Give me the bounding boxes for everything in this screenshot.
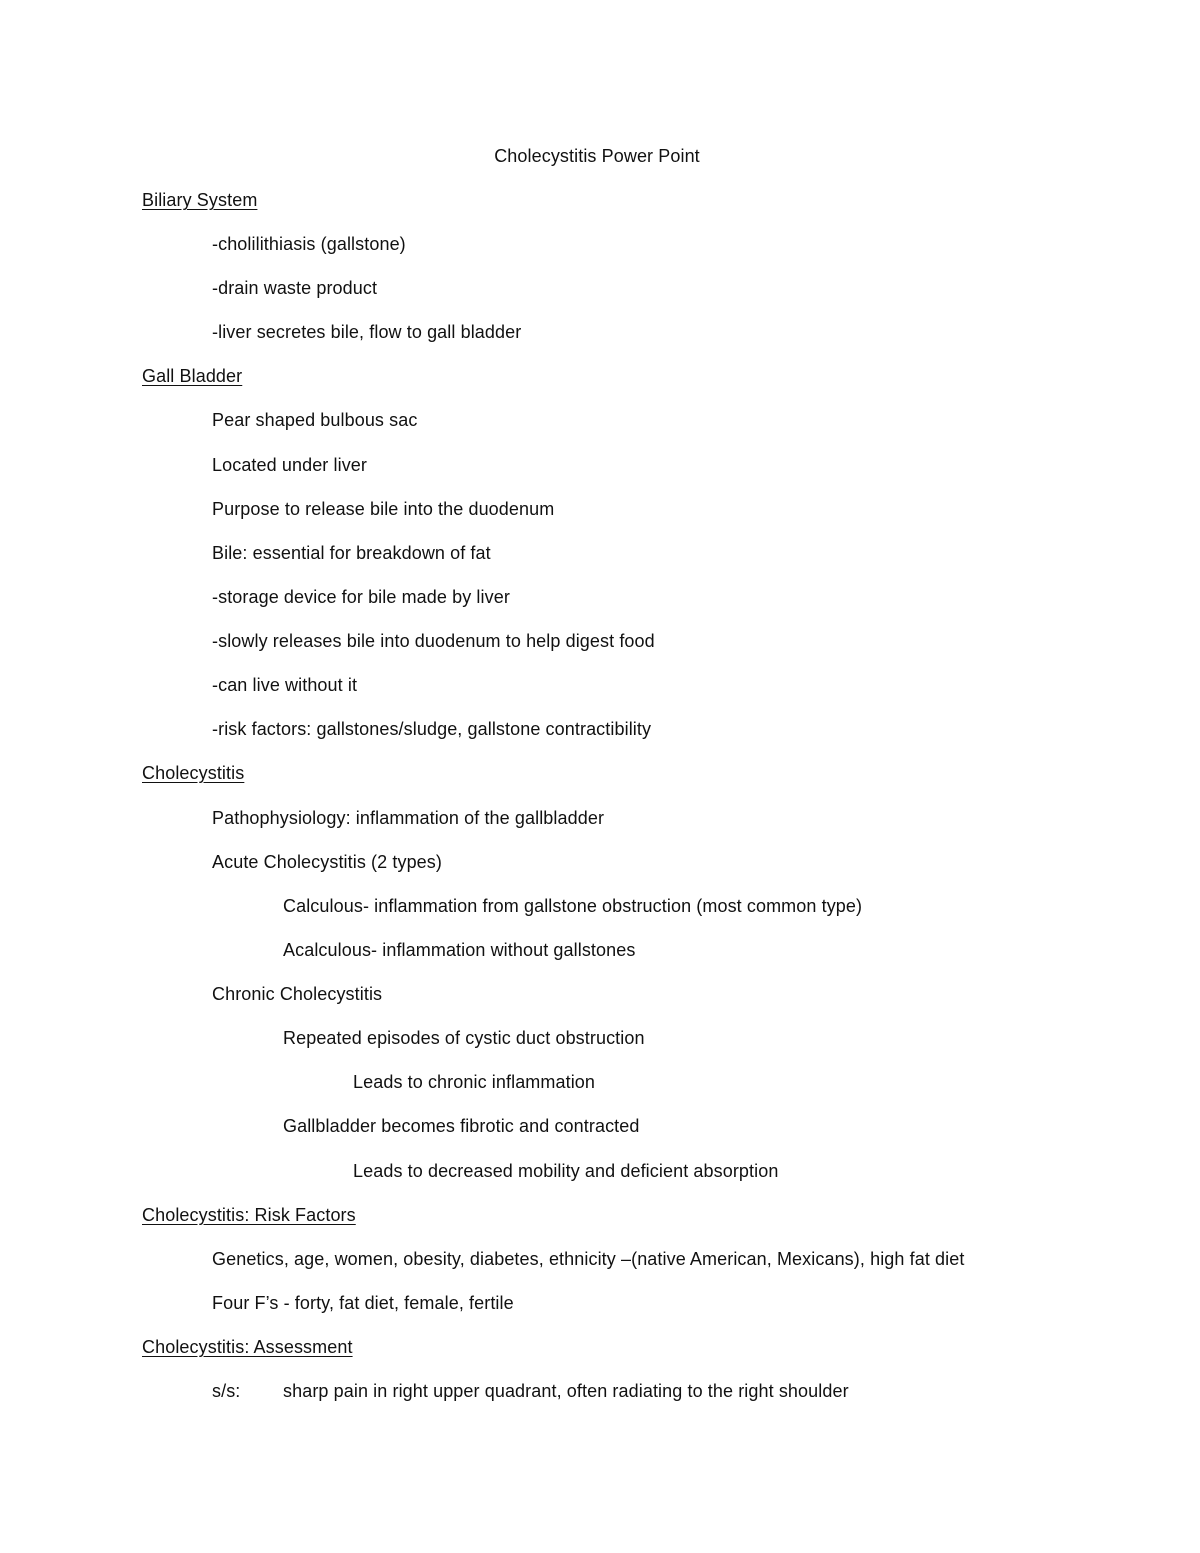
section-heading-gall-bladder: Gall Bladder: [142, 366, 243, 386]
list-item: -can live without it: [212, 675, 358, 695]
chronic-inflammation-text: Leads to chronic inflammation: [353, 1072, 596, 1092]
decreased-mobility-text: Leads to decreased mobility and deficient absorption: [353, 1161, 779, 1181]
list-item: -slowly releases bile into duodenum to help digest food: [212, 631, 655, 651]
list-item: -storage device for bile made by liver: [212, 587, 510, 607]
list-item: -risk factors: gallstones/sludge, gallstone contractibility: [212, 719, 652, 739]
acalculous-text: Acalculous- inflammation without gallstones: [283, 940, 636, 960]
section-heading-risk-factors: Cholecystitis: Risk Factors: [142, 1205, 356, 1225]
repeated-episodes-text: Repeated episodes of cystic duct obstruction: [283, 1028, 645, 1048]
pathophysiology-text: Pathophysiology: inflammation of the gallbladder: [212, 808, 605, 828]
list-item: Pear shaped bulbous sac: [212, 410, 418, 430]
chronic-cholecystitis-text: Chronic Cholecystitis: [212, 984, 383, 1004]
calculous-text: Calculous- inflammation from gallstone obstruction (most common type): [283, 896, 863, 916]
document-title: Cholecystitis Power Point: [494, 146, 700, 166]
list-item: -drain waste product: [212, 278, 378, 298]
section-heading-assessment: Cholecystitis: Assessment: [142, 1337, 353, 1357]
acute-cholecystitis-text: Acute Cholecystitis (2 types): [212, 852, 442, 872]
list-item: Bile: essential for breakdown of fat: [212, 543, 491, 563]
list-item: -cholilithiasis (gallstone): [212, 234, 406, 254]
signs-symptoms-text: sharp pain in right upper quadrant, often radiating to the right shoulder: [283, 1381, 849, 1401]
four-fs-text: Four F’s - forty, fat diet, female, fertile: [212, 1293, 514, 1313]
risk-factors-text: Genetics, age, women, obesity, diabetes, ethnicity –(native American, Mexicans), high fat diet: [212, 1249, 965, 1269]
list-item: Located under liver: [212, 455, 367, 475]
list-item: -liver secretes bile, flow to gall bladder: [212, 322, 522, 342]
section-heading-biliary-system: Biliary System: [142, 190, 258, 210]
fibrotic-text: Gallbladder becomes fibrotic and contracted: [283, 1116, 640, 1136]
list-item: Purpose to release bile into the duodenum: [212, 499, 555, 519]
signs-symptoms-label: s/s:: [212, 1381, 241, 1401]
section-heading-cholecystitis: Cholecystitis: [142, 763, 245, 783]
